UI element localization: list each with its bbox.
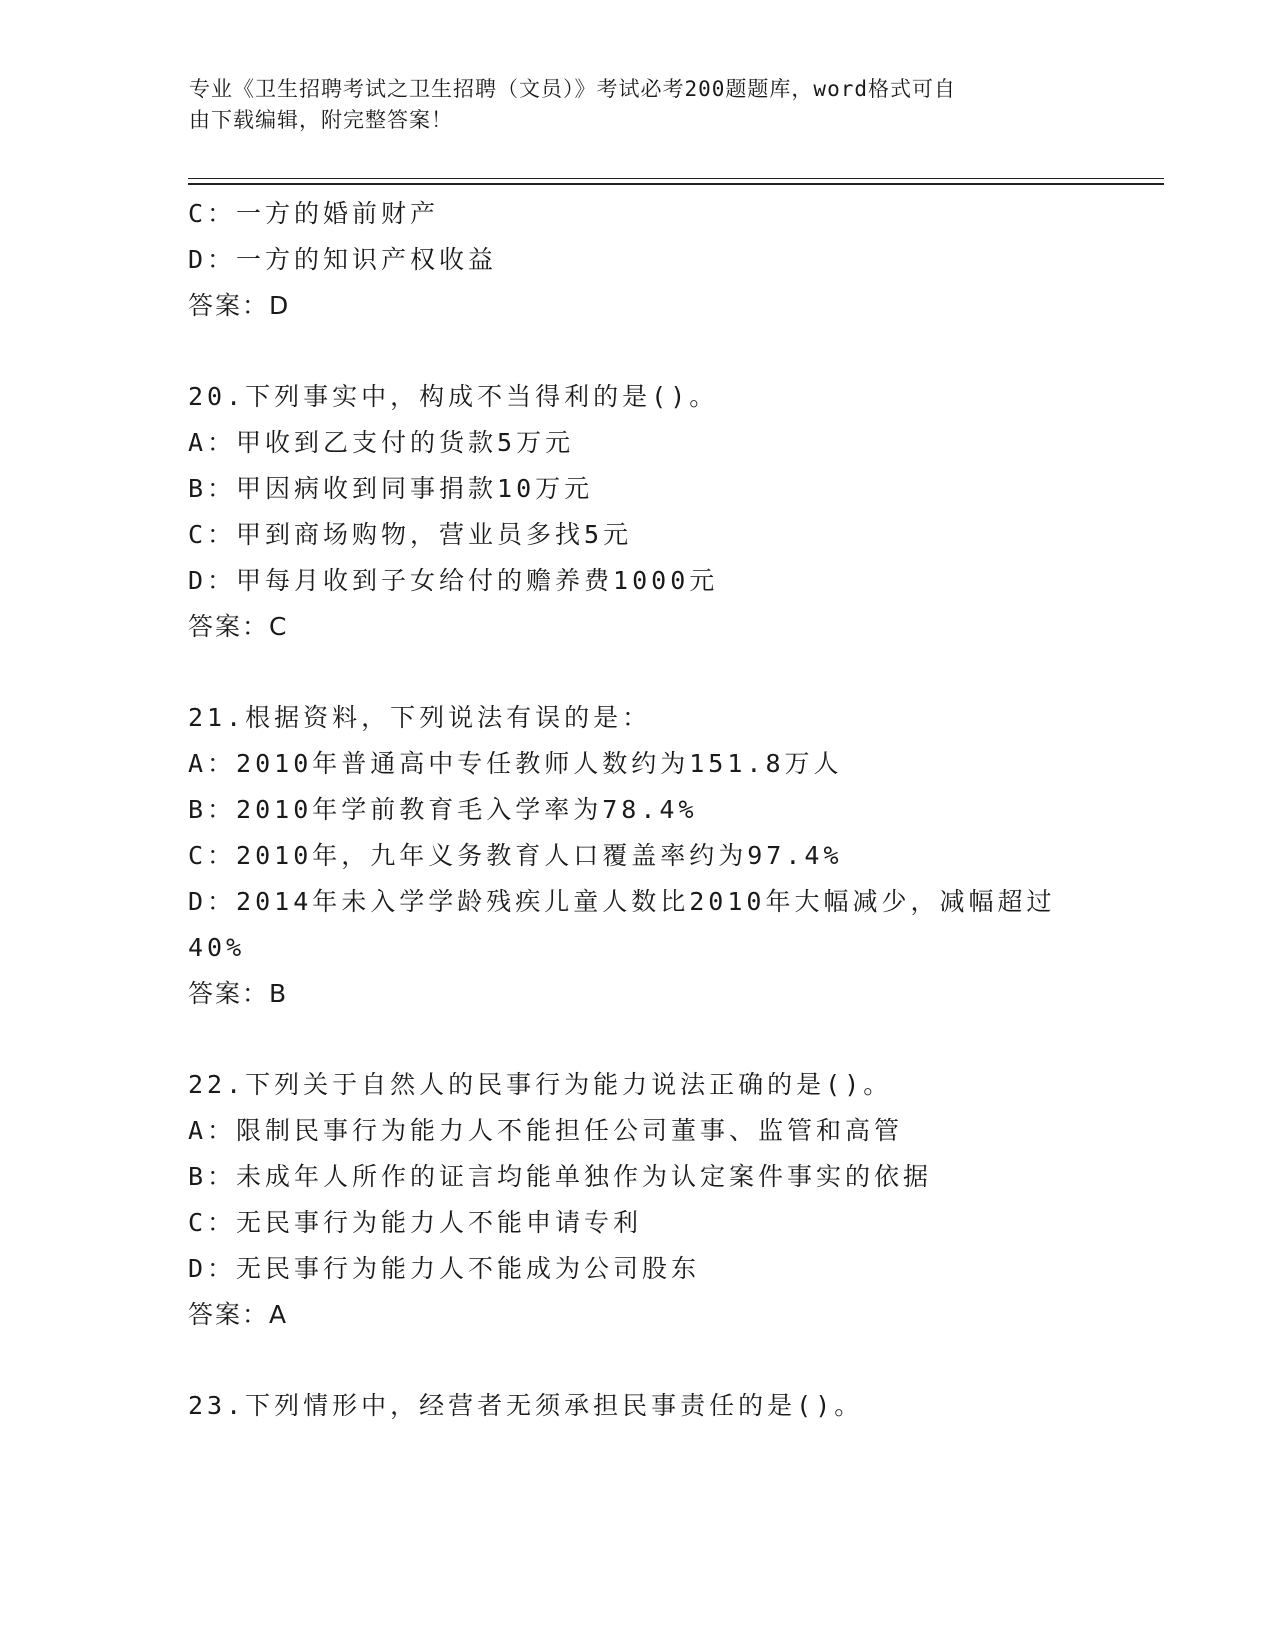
option-a: A：2010年普通高中专任教师人数约为151.8万人 xyxy=(188,749,843,778)
option-c: C：一方的婚前财产 xyxy=(188,199,440,228)
spacer xyxy=(188,1017,1148,1062)
spacer xyxy=(188,329,1148,374)
option-c: C：2010年，九年义务教育人口覆盖率约为97.4% xyxy=(188,841,843,870)
header-divider-thick xyxy=(188,183,1164,185)
answer: 答案：A xyxy=(188,1300,289,1329)
option-a: A：甲收到乙支付的货款5万元 xyxy=(188,428,575,457)
option-d: D：甲每月收到子女给付的赡养费1000元 xyxy=(188,566,719,595)
question-19 xyxy=(188,191,1148,329)
answer: 答案：B xyxy=(188,979,289,1008)
question-22 xyxy=(188,1062,1148,1338)
question-21 xyxy=(188,695,1148,1017)
header-line-1: 专业《卫生招聘考试之卫生招聘（文员）》考试必考200题题库，word格式可自 xyxy=(189,77,956,101)
option-d: D：一方的知识产权收益 xyxy=(188,245,498,274)
document-header xyxy=(189,74,1089,136)
header-divider-thin xyxy=(188,178,1164,179)
question-stem: 20.下列事实中，构成不当得利的是()。 xyxy=(188,382,719,411)
option-d-continued: 40% xyxy=(188,933,246,962)
option-c: C：甲到商场购物，营业员多找5元 xyxy=(188,520,633,549)
question-stem: 21.根据资料，下列说法有误的是： xyxy=(188,703,652,732)
question-list xyxy=(188,191,1148,1429)
question-stem: 23.下列情形中，经营者无须承担民事责任的是()。 xyxy=(188,1391,864,1420)
question-stem: 22.下列关于自然人的民事行为能力说法正确的是()。 xyxy=(188,1070,893,1099)
question-20 xyxy=(188,374,1148,650)
answer: 答案：C xyxy=(188,612,289,641)
option-b: B：未成年人所作的证言均能单独作为认定案件事实的依据 xyxy=(188,1162,933,1191)
spacer xyxy=(188,1338,1148,1383)
option-b: B：2010年学前教育毛入学率为78.4% xyxy=(188,795,698,824)
option-d: D：2014年未入学学龄残疾儿童人数比2010年大幅减少，减幅超过 xyxy=(188,887,1056,916)
option-a: A：限制民事行为能力人不能担任公司董事、监管和高管 xyxy=(188,1116,904,1145)
answer: 答案：D xyxy=(188,291,291,320)
option-c: C：无民事行为能力人不能申请专利 xyxy=(188,1208,643,1237)
option-d: D：无民事行为能力人不能成为公司股东 xyxy=(188,1254,701,1283)
spacer xyxy=(188,650,1148,695)
header-line-2: 由下载编辑，附完整答案！ xyxy=(189,108,453,132)
question-23 xyxy=(188,1383,1148,1429)
option-b: B：甲因病收到同事捐款10万元 xyxy=(188,474,594,503)
